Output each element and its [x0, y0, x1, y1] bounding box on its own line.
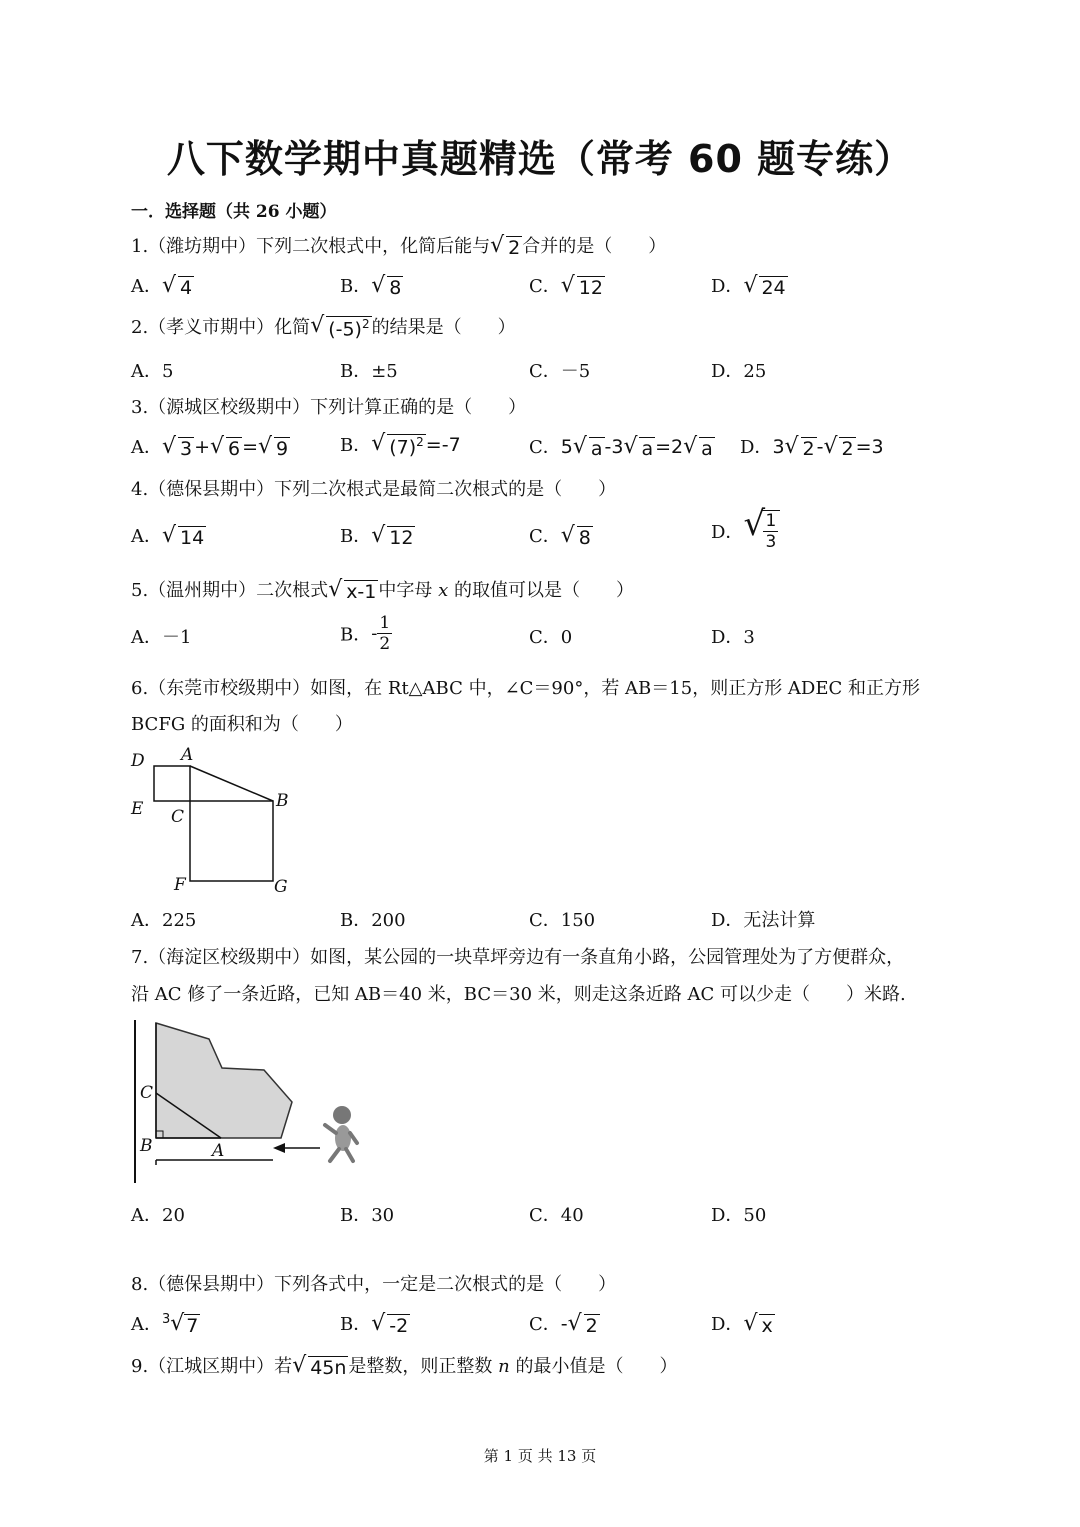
q6-option-c: C．150: [529, 910, 596, 931]
q3-option-c: C．5 √ a -3 √ a =2 √ a: [529, 433, 713, 460]
q6-option-d: D．无法计算: [711, 910, 816, 931]
square-bcfg: [190, 801, 273, 881]
q7-option-a: A．20: [131, 1205, 185, 1226]
q4-option-c: C． √ 8: [529, 522, 591, 549]
q5-option-c: C．0: [529, 627, 573, 648]
question-8-stem: 8.（德保县期中）下列各式中，一定是二次根式的是（ ）: [131, 1274, 617, 1295]
q1-stem-tail: 合并的是（ ）: [522, 236, 667, 257]
q6-figure: [125, 740, 305, 900]
q7-option-c: C．40: [529, 1205, 584, 1226]
question-2-stem: 2.（孝义市期中）化简 √ $(-5)^2$ 的结果是（ ）: [131, 312, 516, 341]
page-title: 八下数学期中真题精选（常考 60 题专练）: [166, 137, 914, 181]
q2-option-b: B．±5: [340, 361, 398, 382]
q6-option-a: A．225: [131, 910, 197, 931]
q8-option-a: A．$^3$ √ 7: [131, 1310, 199, 1337]
label-g: G: [274, 877, 288, 897]
question-6-line-1: 6.（东莞市校级期中）如图，在 Rt△ABC 中，∠C＝90°，若 AB＝15，则正方形 ADEC 和正方形: [131, 678, 920, 699]
q5-radical: √ x-1: [328, 576, 377, 603]
q8-option-c: C．- √ 2: [529, 1310, 598, 1337]
q5-option-b: B．- $\frac{1}{2}$: [340, 613, 391, 654]
question-6-line-2: BCFG 的面积和为（ ）: [131, 714, 353, 735]
label-c: C: [171, 807, 185, 827]
q8-option-b: B． √ -2: [340, 1310, 409, 1337]
q4-option-b: B． √ 12: [340, 522, 414, 549]
label-b: B: [140, 1136, 153, 1156]
q1-option-b: B． √ 8: [340, 272, 402, 299]
q3-option-d: D．3 √ 2 - √ 2 =3: [740, 433, 884, 460]
label-d: D: [131, 751, 145, 771]
hypotenuse-ab: [190, 766, 273, 801]
q2-option-d: D．25: [711, 361, 767, 382]
lawn: [156, 1023, 292, 1138]
q6-option-b: B．200: [340, 910, 406, 931]
q3-option-b: B． √ $(7)^2 =-7$: [340, 430, 461, 459]
question-3-stem: 3.（源城区校级期中）下列计算正确的是（ ）: [131, 397, 527, 418]
question-4-stem: 4.（德保县期中）下列二次根式是最简二次根式的是（ ）: [131, 479, 617, 500]
square-adec: [154, 766, 190, 801]
q7-option-b: B．30: [340, 1205, 395, 1226]
question-7-line-2: 沿 AC 修了一条近路，已知 AB＝40 米，BC＝30 米，则走这条近路 AC 可以少走（ ）米路.: [131, 984, 906, 1005]
q4-option-d: D． √ $\frac{1}{3}$: [711, 510, 780, 552]
q5-option-a: A．－1: [131, 627, 192, 648]
label-f: F: [174, 875, 186, 895]
label-a: A: [212, 1141, 225, 1161]
q5-option-d: D．3: [711, 627, 755, 648]
q4-option-a: A． √ 14: [131, 522, 205, 549]
page-footer: 第 1 页 共 13 页: [483, 1447, 597, 1465]
q1-option-a: A． √ 4: [131, 272, 193, 299]
q7-figure: [125, 1015, 375, 1190]
q8-option-d: D． √ x: [711, 1310, 773, 1337]
q1-stem-text: 1.（潍坊期中）下列二次根式中，化简后能与: [131, 236, 491, 257]
question-7-line-1: 7.（海淀区校级期中）如图，某公园的一块草坪旁边有一条直角小路，公园管理处为了方便群众，: [131, 947, 905, 968]
question-5-stem: 5.（温州期中）二次根式 √ x-1 中字母 x 的取值可以是（ ）: [131, 576, 635, 603]
label-c: C: [140, 1083, 154, 1103]
q1-option-d: D． √ 24: [711, 272, 786, 299]
question-1-stem: [131, 232, 666, 259]
label-b: B: [276, 791, 289, 811]
q2-option-a: A．5: [131, 361, 174, 382]
label-a: A: [181, 745, 194, 765]
question-9-stem: 9.（江城区期中）若 √ 45n 是整数，则正整数 n 的最小值是（ ）: [131, 1352, 678, 1379]
walking-person-icon: [325, 1106, 357, 1161]
q2-radical: √ $(-5)^2$: [310, 312, 370, 341]
q7-option-d: D．50: [711, 1205, 767, 1226]
arrow-head-icon: [273, 1143, 285, 1153]
section-heading: 一．选择题（共 26 小题）: [131, 202, 337, 222]
q1-option-c: C． √ 12: [529, 272, 603, 299]
q9-radical: √ 45n: [292, 1352, 347, 1379]
q1-radical: √ 2: [490, 232, 521, 259]
q3-option-a: A． √ 3 + √ 6 = √ 9: [131, 433, 289, 460]
label-e: E: [131, 799, 144, 819]
q2-option-c: C．－5: [529, 361, 591, 382]
